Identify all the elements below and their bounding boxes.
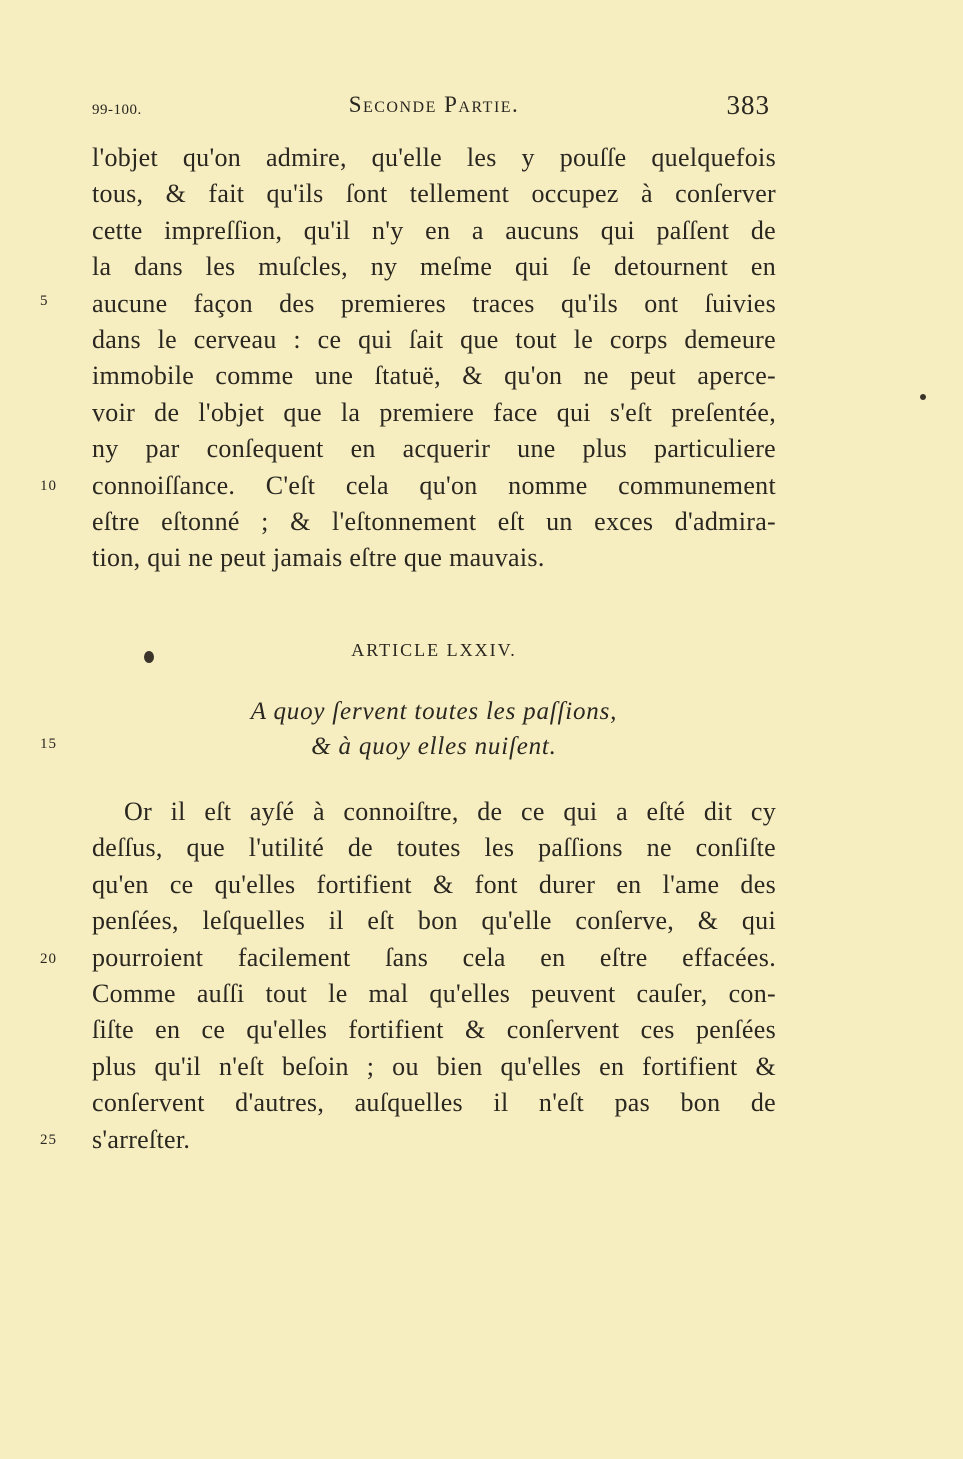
text-line: connoiſſance. C'eſt cela qu'on nomme communement — [92, 470, 776, 500]
text-line: penſées, leſquelles il eſt bon qu'elle conſerve, & qui — [92, 906, 776, 936]
text-line: l'objet qu'on admire, qu'elle les y pouſſe quelquefois — [92, 143, 776, 172]
ink-dot — [920, 394, 926, 400]
text-line: pourroient facilement ſans cela en eſtre effacées. — [92, 942, 776, 972]
text-line: aucune façon des premieres traces qu'ils ont ſuivies — [92, 288, 776, 318]
running-title: Seconde Partie. — [348, 92, 520, 117]
line-number: 20 — [40, 951, 57, 967]
running-header — [92, 88, 776, 128]
text-line: la dans les muſcles, ny meſme qui ſe detournent en — [92, 252, 776, 282]
page-number: 383 — [726, 90, 770, 120]
text-line: Comme auſſi tout le mal qu'elles peuvent cauſer, con- — [92, 978, 776, 1008]
line-number: 15 — [40, 736, 57, 752]
line-number: 25 — [40, 1132, 57, 1148]
text-line: ny par conſequent en acquerir une plus particuliere — [92, 434, 776, 464]
text-line: qu'en ce qu'elles fortifient & font durer en l'ame des — [92, 869, 776, 899]
paragraph-2 — [92, 794, 776, 1158]
text-line: cette impreſſion, qu'il n'y en a aucuns qui paſſent de — [92, 215, 776, 245]
article-subtitle-line: A quoy ſervent toutes les paſſions, — [250, 698, 618, 725]
text-line: immobile comme une ſtatuë, & qu'on ne peut aperce- — [92, 361, 776, 391]
text-line: dans le cerveau : ce qui ſait que tout le corps demeure — [92, 324, 776, 354]
line-number: 5 — [40, 293, 49, 309]
line-number: 10 — [40, 478, 57, 494]
article-subtitle-line: & à quoy elles nuiſent. — [311, 733, 557, 760]
text-line: s'arreſter. — [92, 1124, 191, 1154]
section-reference: 99-100. — [92, 102, 142, 118]
text-line: Or il eſt ayſé à connoiſtre, de ce qui a eſté dit cy — [124, 797, 776, 826]
text-line: deſſus, que l'utilité de toutes les paſſions ne conſiſte — [92, 833, 776, 863]
text-line: voir de l'objet que la premiere face qui s'eſt preſentée, — [92, 397, 776, 427]
article-heading: ARTICLE LXXIV. — [351, 640, 517, 660]
text-line: tous, & fait qu'ils ſont tellement occupez à conſerver — [92, 179, 776, 209]
text-line: plus qu'il n'eſt beſoin ; ou bien qu'elles en fortifient & — [92, 1051, 776, 1081]
text-line: eſtre eſtonné ; & l'eſtonnement eſt un exces d'admira- — [92, 506, 776, 536]
paragraph-1 — [92, 140, 776, 577]
text-line: tion, qui ne peut jamais eſtre que mauvais. — [92, 543, 545, 573]
text-line: ſiſte en ce qu'elles fortifient & conſervent ces penſées — [92, 1015, 776, 1045]
text-line: conſervent d'autres, auſquelles il n'eſt pas bon de — [92, 1088, 776, 1118]
